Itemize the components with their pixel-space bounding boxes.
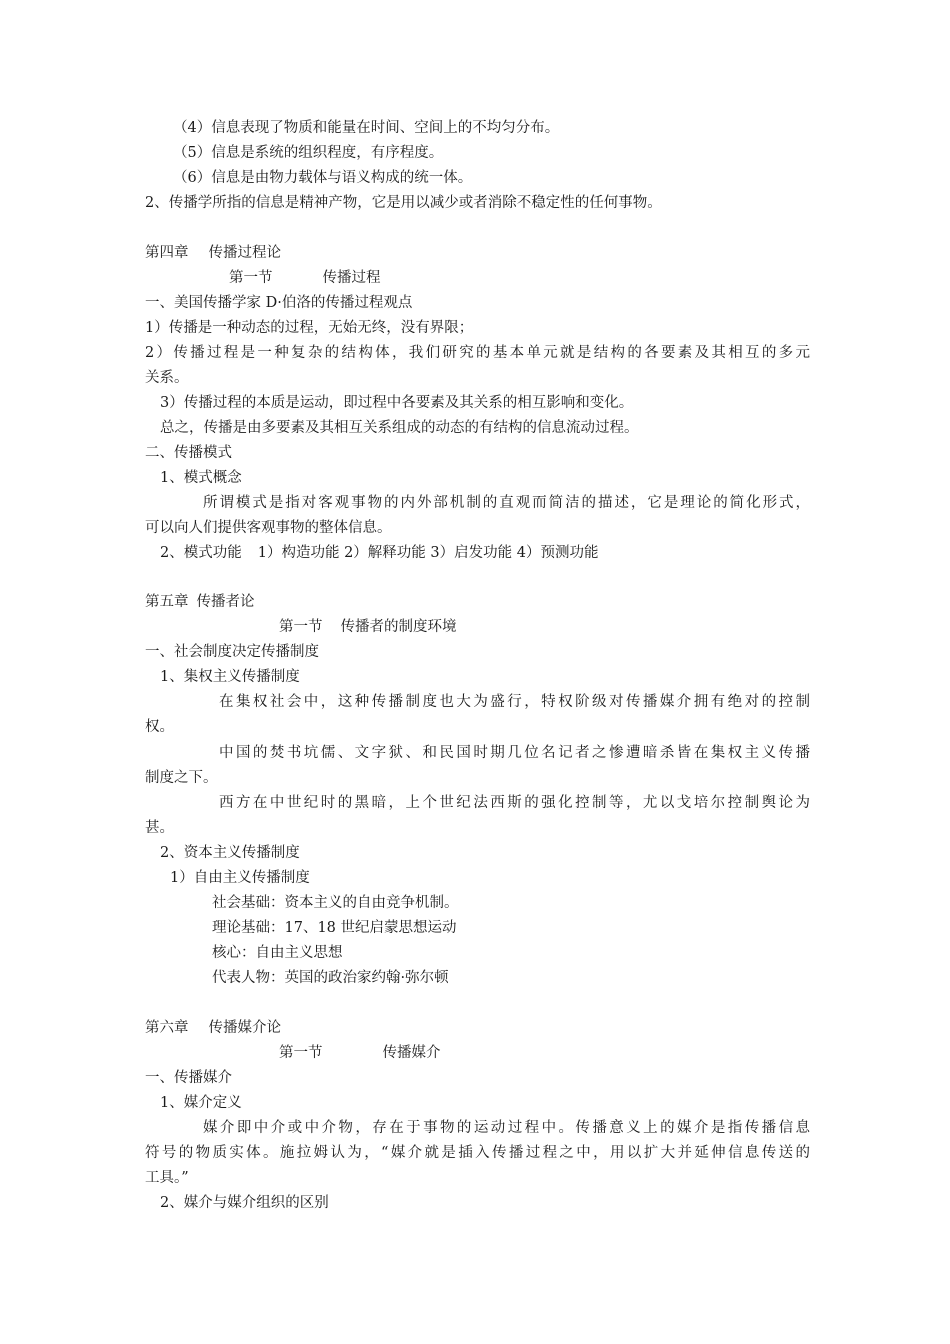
chapter-6-title: 传播媒介论 (208, 1020, 281, 1036)
chapter-4-heading (145, 243, 810, 263)
berlo-point-2-line-2: 关系。 (145, 370, 189, 386)
chapter-5-heading (145, 592, 810, 612)
heading-models: 二、传播模式 (145, 445, 232, 461)
section-number: 第一节 (279, 1045, 323, 1061)
berlo-summary: 总之，传播是由多要素及其相互关系组成的动态的有结构的信息流动过程。 (160, 420, 639, 436)
authoritarian-p1-line-1: 在集权社会中，这种传播制度也大为盛行，特权阶级对传播媒介拥有绝对的控制 (219, 694, 810, 710)
heading-social-system: 一、社会制度决定传播制度 (145, 644, 319, 660)
heading-berlo-view: 一、美国传播学家 D·伯洛的传播过程观点 (145, 295, 413, 311)
model-concept-line-1: 所谓模式是指对客观事物的内外部机制的直观而简洁的描述，它是理论的简化形式， (203, 495, 810, 511)
authoritarian-p2-line-1: 中国的焚书坑儒、文字狱、和民国时期几位名记者之惨遭暗杀皆在集权主义传播 (219, 745, 810, 761)
model-functions-label: 2、模式功能 (160, 545, 242, 561)
media-definition-line-1: 媒介即中介或中介物，存在于事物的运动过程中。传播意义上的媒介是指传播信息 (203, 1120, 810, 1136)
chapter-4-title: 传播过程论 (208, 245, 281, 261)
media-definition-line-3: 工具。” (145, 1170, 189, 1186)
liberal-social-basis: 社会基础：资本主义的自由竞争机制。 (212, 895, 459, 911)
liberal-core: 核心：自由主义思想 (212, 945, 343, 961)
heading-media: 一、传播媒介 (145, 1070, 232, 1086)
capitalist-heading: 2、资本主义传播制度 (160, 845, 300, 861)
model-functions-list: 1）构造功能 2）解释功能 3）启发功能 4）预测功能 (257, 545, 599, 561)
authoritarian-p3-line-1: 西方在中世纪时的黑暗，上个世纪法西斯的强化控制等，尤以戈培尔控制舆论为 (219, 795, 810, 811)
info-point-2: 2、传播学所指的信息是精神产物，它是用以减少或者消除不稳定性的任何事物。 (145, 195, 662, 211)
info-item-5: （5）信息是系统的组织程度，有序程度。 (173, 145, 444, 161)
model-concept-heading: 1、模式概念 (160, 470, 242, 486)
section-title: 传播过程 (322, 270, 381, 286)
info-item-6: （6）信息是由物力载体与语义构成的统一体。 (173, 170, 473, 186)
liberal-heading: 1）自由主义传播制度 (170, 870, 310, 886)
chapter-5-title: 传播者论 (196, 594, 255, 610)
media-definition-line-2: 符号的物质实体。施拉姆认为，“媒介就是插入传播过程之中，用以扩大并延伸信息传送的 (145, 1145, 810, 1161)
section-title: 传播者的制度环境 (340, 619, 457, 635)
media-definition-heading: 1、媒介定义 (160, 1095, 242, 1111)
section-number: 第一节 (229, 270, 273, 286)
chapter-6-heading (145, 1018, 810, 1038)
chapter-4-number: 第四章 (145, 245, 189, 261)
chapter-5-number: 第五章 (145, 594, 189, 610)
section-number: 第一节 (279, 619, 323, 635)
liberal-theory-basis: 理论基础：17、18 世纪启蒙思想运动 (212, 920, 457, 936)
info-item-4: （4）信息表现了物质和能量在时间、空间上的不均匀分布。 (173, 120, 560, 136)
authoritarian-p2-line-2: 制度之下。 (145, 770, 218, 786)
model-concept-line-2: 可以向人们提供客观事物的整体信息。 (145, 520, 392, 536)
authoritarian-p3-line-2: 甚。 (145, 820, 174, 836)
chapter-5-section-heading (279, 617, 944, 637)
authoritarian-p1-line-2: 权。 (145, 719, 174, 735)
liberal-figure: 代表人物：英国的政治家约翰·弥尔顿 (212, 970, 449, 986)
media-vs-organization-heading: 2、媒介与媒介组织的区别 (160, 1195, 329, 1211)
authoritarian-heading: 1、集权主义传播制度 (160, 669, 300, 685)
berlo-point-2-line-1: 2）传播过程是一种复杂的结构体，我们研究的基本单元就是结构的各要素及其相互的多元 (145, 345, 810, 361)
chapter-4-section-heading (229, 268, 894, 288)
berlo-point-1: 1）传播是一种动态的过程，无始无终，没有界限； (145, 320, 474, 336)
section-title: 传播媒介 (382, 1045, 441, 1061)
berlo-point-3: 3）传播过程的本质是运动，即过程中各要素及其关系的相互影响和变化。 (160, 395, 634, 411)
chapter-6-number: 第六章 (145, 1020, 189, 1036)
model-functions (160, 543, 825, 563)
chapter-6-section-heading (279, 1043, 944, 1063)
